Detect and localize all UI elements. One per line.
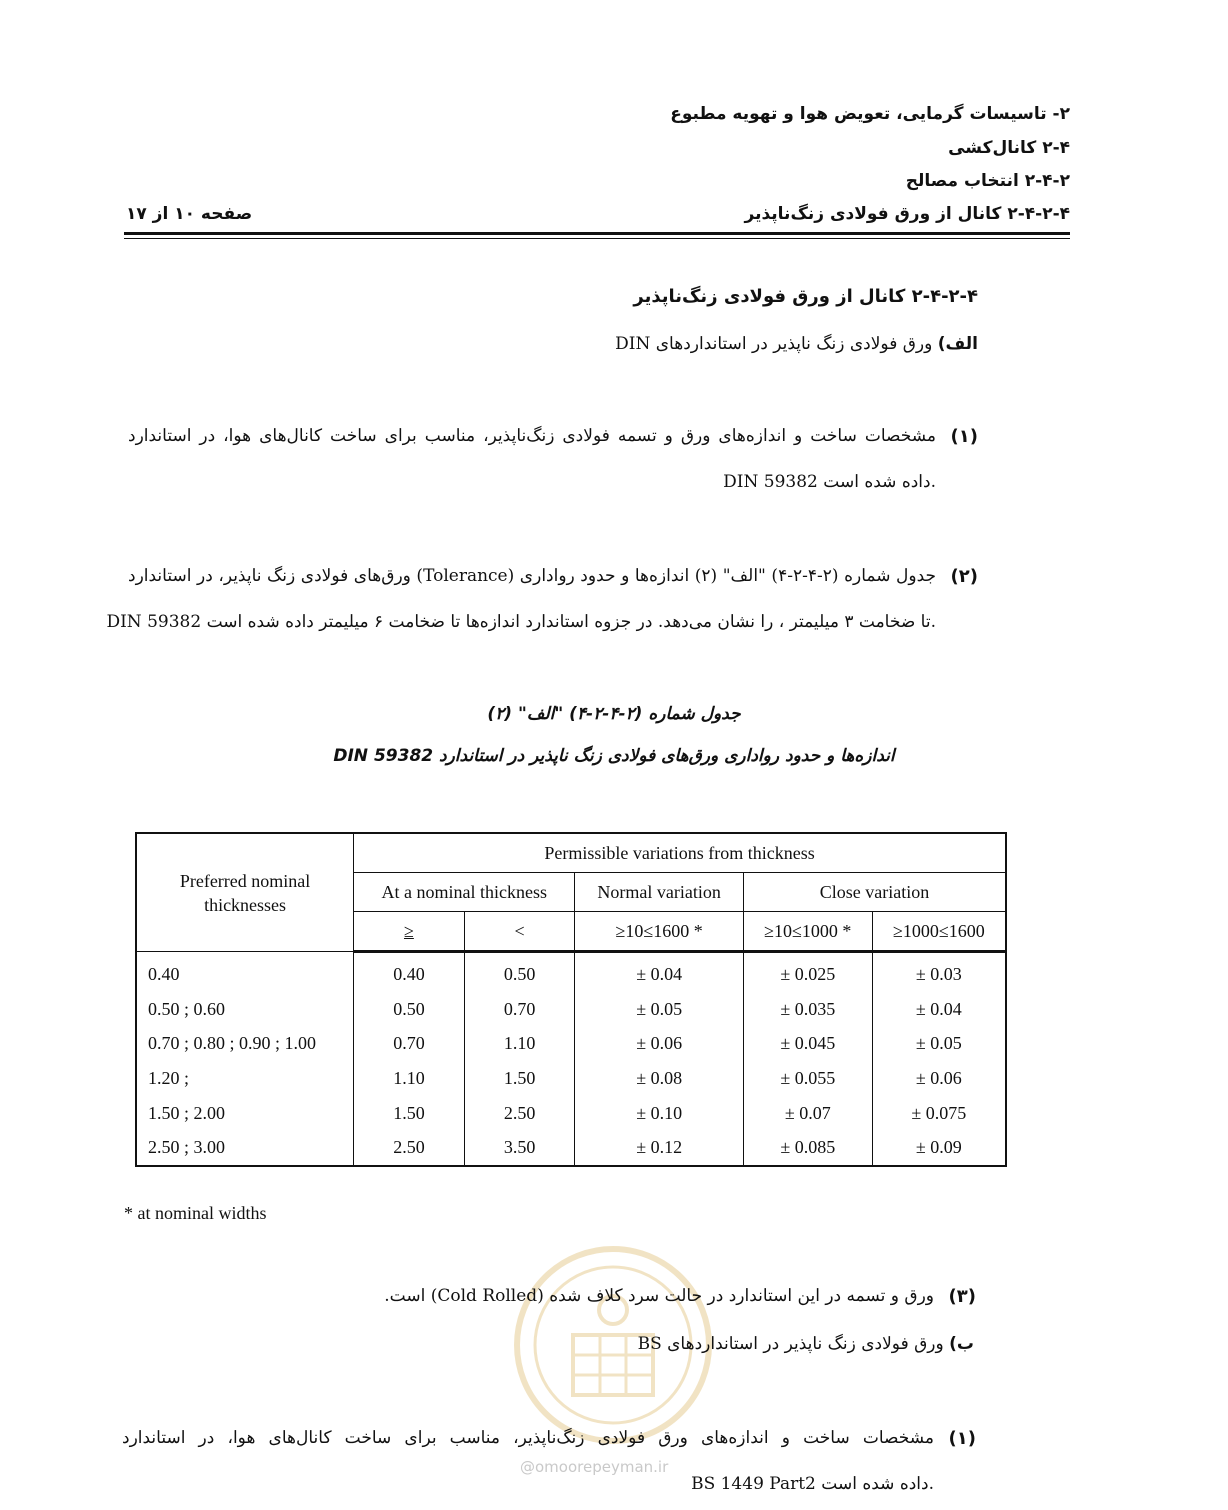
item-3-text: ورق و تسمه در این استاندارد در حالت سرد کلاف شده (Cold Rolled) است. [384, 1286, 934, 1306]
cell-preferred: 2.50 ; 3.00 [136, 1130, 354, 1166]
cell-preferred: 1.20 ; [136, 1061, 354, 1096]
cell-ge: 0.40 [354, 952, 465, 992]
header-lt: < [464, 912, 575, 952]
header-rule-thin [124, 238, 1070, 239]
cell-normal: ± 0.12 [575, 1130, 744, 1166]
item-b1-line-1: مشخصات ساخت و اندازه‌های ورق فولادی زنگ‌ناپذیر، مناسب برای ساخت کانال‌های هوا، در استاندارد [122, 1428, 934, 1448]
cell-preferred: 0.50 ; 0.60 [136, 992, 354, 1027]
item-2-line-2: DIN 59382 تا ضخامت ۳ میلیمتر ، را نشان می‌دهد. در جزوه استاندارد اندازه‌ها تا ضخامت ۶ میلیمتر داده شده است. [106, 612, 936, 632]
header-section: ۲-۴ کانال‌کشی [948, 138, 1070, 158]
table-row [136, 1130, 1006, 1166]
item-1-line-1: مشخصات ساخت و اندازه‌های ورق و تسمه فولادی زنگ‌ناپذیر، مناسب برای ساخت کانال‌های هوا، در استاندارد [128, 426, 936, 446]
header-normal-variation: Normal variation [575, 873, 744, 912]
cell-close-2: ± 0.06 [872, 1061, 1006, 1096]
cell-lt: 1.10 [464, 1026, 575, 1061]
cell-lt: 1.50 [464, 1061, 575, 1096]
cell-preferred: 1.50 ; 2.00 [136, 1095, 354, 1130]
table-row [136, 1026, 1006, 1061]
cell-close-2: ± 0.04 [872, 992, 1006, 1027]
item-b1-number: (۱) [948, 1428, 976, 1449]
tolerance-table [135, 832, 1007, 1167]
cell-ge: 1.10 [354, 1061, 465, 1096]
cell-close-2: ± 0.09 [872, 1130, 1006, 1166]
cell-close-1: ± 0.07 [743, 1095, 872, 1130]
page-number: صفحه ۱۰ از ۱۷ [126, 204, 253, 224]
item-3-number: (۳) [948, 1286, 976, 1307]
col-preferred-thickness: Preferred nominal thicknesses [136, 833, 354, 952]
cell-lt: 0.50 [464, 952, 575, 992]
cell-lt: 2.50 [464, 1095, 575, 1130]
header-rule [124, 232, 1070, 235]
header-close-variation: Close variation [743, 873, 1006, 912]
part-a-label: الف) [937, 334, 978, 354]
cell-normal: ± 0.06 [575, 1026, 744, 1061]
item-1-line-2: DIN 59382 داده شده است. [723, 472, 936, 492]
part-b-label: ب) [949, 1334, 974, 1354]
cell-close-1: ± 0.055 [743, 1061, 872, 1096]
cell-close-1: ± 0.035 [743, 992, 872, 1027]
cell-preferred: 0.40 [136, 952, 354, 992]
table-row [136, 952, 1006, 992]
cell-lt: 0.70 [464, 992, 575, 1027]
table-row [136, 1061, 1006, 1096]
item-b1-line-2: BS 1449 Part2 داده شده است. [691, 1474, 934, 1494]
part-a-text: ورق فولادی زنگ ناپذیر در استانداردهای DIN [615, 334, 933, 354]
cell-close-2: ± 0.075 [872, 1095, 1006, 1130]
item-2-line-1: جدول شماره (۲-۴-۲-۴) "الف" (۲) اندازه‌ها و حدود رواداری (Tolerance) ورق‌های فولادی زنگ ناپذیر، در استاندارد [128, 566, 936, 586]
table-footnote: * at nominal widths [124, 1203, 267, 1223]
cell-normal: ± 0.08 [575, 1061, 744, 1096]
header-ge [354, 912, 465, 952]
header-ge-symbol: ≥ [403, 921, 414, 941]
part-b-heading [638, 1334, 974, 1354]
section-title: ۲-۴-۲-۴ کانال از ورق فولادی زنگ‌ناپذیر [633, 286, 978, 307]
cell-ge: 0.50 [354, 992, 465, 1027]
table-row [136, 1095, 1006, 1130]
cell-ge: 2.50 [354, 1130, 465, 1166]
table-caption-title: اندازه‌ها و حدود رواداری ورق‌های فولادی زنگ ناپذیر در استاندارد DIN 59382 [333, 746, 895, 766]
header-nominal-thickness: At a nominal thickness [354, 873, 575, 912]
header-close-range-2: ≥1000≤1600 [872, 912, 1006, 952]
cell-preferred: 0.70 ; 0.80 ; 0.90 ; 1.00 [136, 1026, 354, 1061]
header-permissible-variations: Permissible variations from thickness [354, 833, 1006, 873]
watermark-url: @omoorepeyman.ir [520, 1458, 669, 1476]
part-b-text: ورق فولادی زنگ ناپذیر در استانداردهای BS [637, 1334, 944, 1354]
cell-ge: 1.50 [354, 1095, 465, 1130]
cell-close-2: ± 0.03 [872, 952, 1006, 992]
cell-close-1: ± 0.045 [743, 1026, 872, 1061]
table-row [136, 992, 1006, 1027]
cell-close-1: ± 0.025 [743, 952, 872, 992]
header-normal-range: ≥10≤1600 * [575, 912, 744, 952]
cell-normal: ± 0.10 [575, 1095, 744, 1130]
header-close-range-1: ≥10≤1000 * [743, 912, 872, 952]
table-caption-number: جدول شماره (۲-۴-۲-۴) "الف" (۲) [487, 704, 741, 724]
part-a-heading [615, 334, 978, 354]
header-chapter: ۲- تاسیسات گرمایی، تعویض هوا و تهویه مطبوع [670, 104, 1070, 124]
header-topic: ۲-۴-۲-۴ کانال از ورق فولادی زنگ‌ناپذیر [744, 204, 1070, 224]
cell-ge: 0.70 [354, 1026, 465, 1061]
item-2-number: (۲) [950, 566, 978, 587]
item-1-number: (۱) [950, 426, 978, 447]
cell-close-1: ± 0.085 [743, 1130, 872, 1166]
header-subsection: ۲-۴-۲ انتخاب مصالح [905, 171, 1070, 191]
cell-close-2: ± 0.05 [872, 1026, 1006, 1061]
cell-normal: ± 0.04 [575, 952, 744, 992]
cell-lt: 3.50 [464, 1130, 575, 1166]
cell-normal: ± 0.05 [575, 992, 744, 1027]
